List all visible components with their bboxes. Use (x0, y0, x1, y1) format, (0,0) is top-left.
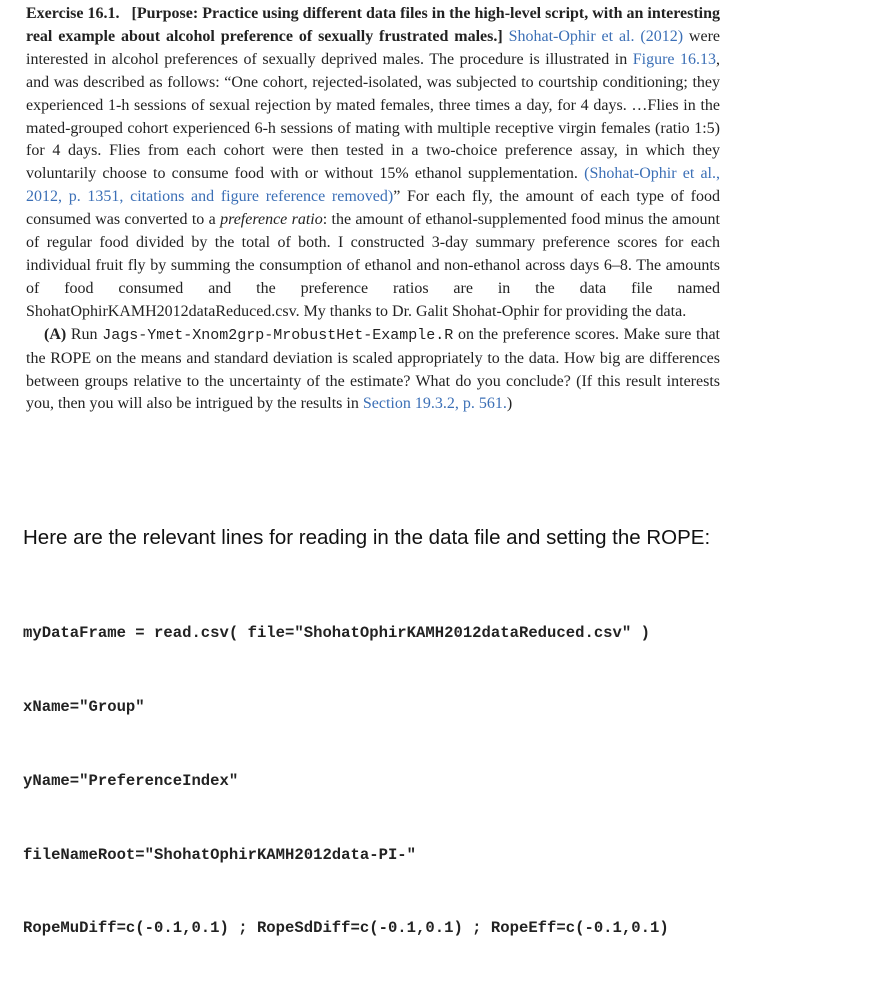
part-a-paragraph (26, 324, 720, 417)
exercise-purpose: [Purpose: Practice using different data files in the high-level script, with an interesting real example about alcohol preference of sexually frustrated males.] (26, 5, 720, 45)
code-block (23, 572, 669, 990)
exercise-text: were interested in alcohol preferences of sexually deprived males. The procedure is illustrated in (26, 27, 721, 68)
exercise-text: , and was described as follows: “One cohort, rejected-isolated, was subjected to courtship conditioning; they experienced 1-h sessions of sexual rejection by mated females, three times a day, for 4 days. …Flies in the mated-grouped cohort experienced 6-h sessions of mating with multiple receptive virgin females (ratio 1:5) for 4 days. Flies from each cohort were then tested in a two-choice preference assay, in which they voluntarily choose to consume food with or without 15% ethanol supplementation. (26, 50, 721, 183)
figure-link[interactable]: Figure 16.13 (632, 50, 717, 68)
section-link[interactable]: Section 19.3.2, p. 561. (362, 395, 507, 413)
exercise-paragraph (26, 3, 720, 324)
code-line: myDataFrame = read.csv( file="ShohatOphirKAMH2012dataReduced.csv" ) (23, 624, 650, 643)
citation-link[interactable]: Shohat-Ophir et al. (2012) (508, 27, 684, 45)
code-line: xName="Group" (23, 697, 145, 716)
script-name: Jags-Ymet-Xnom2grp-MrobustHet-Example.R (102, 326, 454, 344)
citation-link[interactable]: (Shohat-Ophir et al., 2012, p. 1351, citations and figure reference removed) (26, 165, 720, 206)
code-line: fileNameRoot="ShohatOphirKAMH2012data-PI-" (23, 845, 417, 864)
code-line: RopeMuDiff=c(-0.1,0.1) ; RopeSdDiff=c(-0.1,0.1) ; RopeEff=c(-0.1,0.1) (23, 919, 669, 938)
exercise-text: : the amount of ethanol-supplemented food minus the amount of regular food divided by the total of both. I constructed 3-day summary preference scores for each individual fruit fly by summing the consumption of ethanol and non-ethanol across days 6–8. The amounts of food consumed and the preference ratios are in the data file named ShohatOphirKAMH2012dataReduced.csv. My thanks to Dr. Galit Shohat-Ophir for providing the data. (26, 211, 720, 320)
intro-text: Here are the relevant lines for reading in the data file and setting the ROPE: (23, 526, 711, 549)
part-a-text: on the preference scores. Make sure that the ROPE on the means and standard deviation is scaled appropriately to the data. How big are differences between groups relative to the uncertainty of the estimate? What do you conclude? (If this result interests you, then you will also be intrigued by the results in (26, 325, 721, 413)
exercise-excerpt (26, 3, 720, 416)
exercise-text: ” For each fly, the amount of each type of food consumed was converted to a (26, 188, 720, 229)
part-a-text: Run (66, 325, 103, 343)
emphasis-text: preference ratio (220, 211, 323, 229)
part-a-label: (A) (44, 325, 67, 343)
exercise-title: Exercise 16.1. (26, 5, 120, 22)
part-a-text: ) (506, 395, 513, 413)
code-line: yName="PreferenceIndex" (23, 771, 239, 790)
